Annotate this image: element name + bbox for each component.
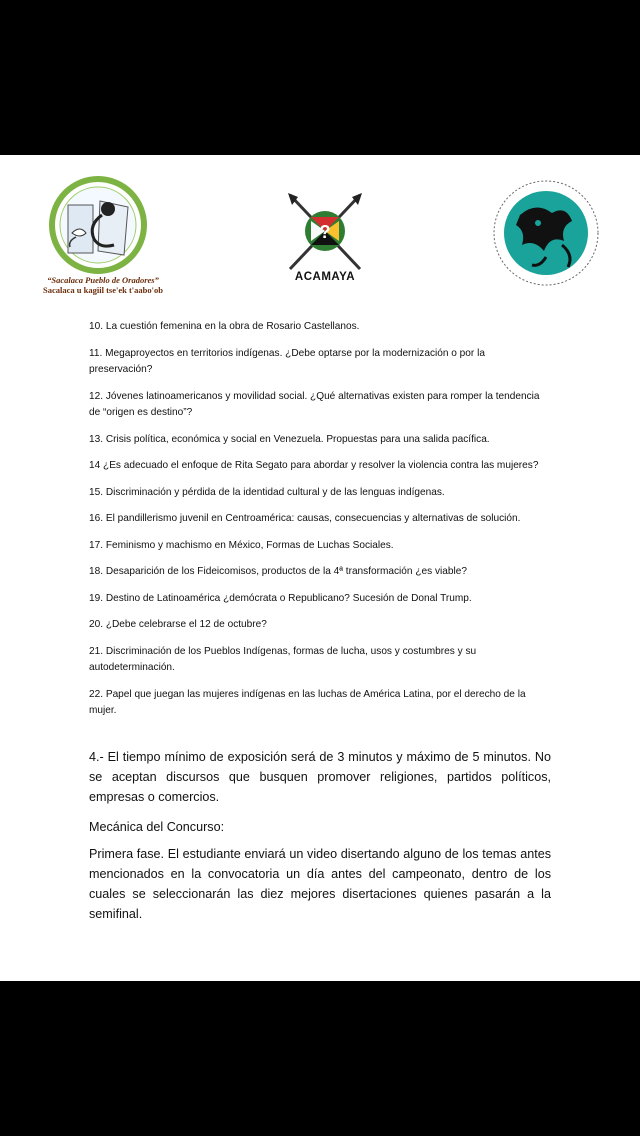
topic-item-21: 21. Discriminación de los Pueblos Indígenas, formas de lucha, usos y costumbres y su autodeterminación. [89,645,477,673]
topic-item-13: 13. Crisis política, económica y social en Venezuela. Propuestas para una salida pacífica. [89,433,490,445]
logo-left-caption-1: “Sacalaca Pueblo de Oradores” [47,275,159,285]
topic-item-16: 16. El pandillerismo juvenil en Centroamérica: causas, consecuencias y alternativas de solución. [89,513,521,524]
sacalaca-logo [28,175,168,303]
topic-item-14: 14 ¿Es adecuado el enfoque de Rita Segato para abordar y resolver la violencia contra las mujeres? [89,460,539,471]
topics-list [89,319,549,730]
document-page [0,155,640,981]
logo-left-caption-2: Sacalaca u kagiil tse'ek t'aabo'ob [43,285,163,295]
orator-emblem-icon [28,175,168,275]
acamaya-logo [280,191,370,291]
orators-seal-logo [480,175,615,295]
topic-item-10: 10. La cuestión femenina en la obra de Rosario Castellanos. [89,321,360,332]
first-phase-paragraph: Primera fase. El estudiante enviará un video disertando alguno de los temas antes mencionados en la convocatoria un día antes del campeonato, dentro de los cuales se seleccionarán las diez mejores disertaciones quienes pasarán a la semifinal. [89,847,551,921]
topic-item-11: 11. Megaproyectos en territorios indígenas. ¿Debe optarse por la modernización o por la preservación? [89,347,485,375]
topic-item-20: 20. ¿Debe celebrarse el 12 de octubre? [89,619,267,630]
topic-item-18: 18. Desaparición de los Fideicomisos, productos de la 4ª transformación ¿es viable? [89,566,467,577]
topic-item-17: 17. Feminismo y machismo en México, Formas de Luchas Sociales. [89,539,394,551]
svg-text:?: ? [319,222,331,242]
topic-item-15: 15. Discriminación y pérdida de la identidad cultural y de las lenguas indígenas. [89,486,445,498]
topic-item-12: 12. Jóvenes latinoamericanos y movilidad social. ¿Qué alternativas existen para romper la tendencia de “origen es destino”? [89,390,540,418]
time-rule-paragraph: 4.- El tiempo mínimo de exposición será de 3 minutos y máximo de 5 minutos. No se aceptan discursos que busquen promover religiones, partidos políticos, empresas o comercios. [89,750,551,804]
crossed-spears-icon [280,191,370,271]
mechanics-heading: Mecánica del Concurso: [89,820,225,834]
jaguar-seal-icon [480,175,615,295]
topic-item-19: 19. Destino de Latinoamérica ¿demócrata o Republicano? Sucesión de Donal Trump. [89,592,472,604]
acamaya-wordmark: ACAMAYA [294,271,356,283]
logo-header [0,155,640,315]
topic-item-22: 22. Papel que juegan las mujeres indígenas en las luchas de América Latina, por el derecho de la mujer. [89,688,526,716]
